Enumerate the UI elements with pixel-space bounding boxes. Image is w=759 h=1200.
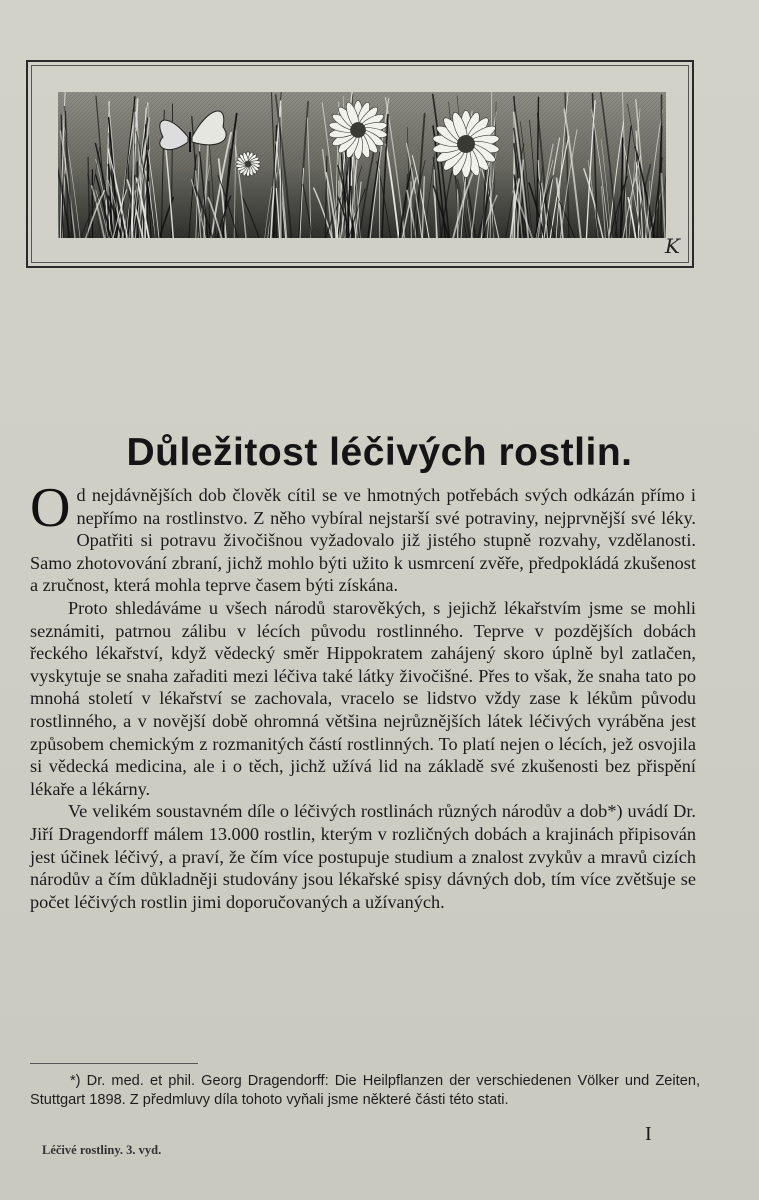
page-mark: I bbox=[645, 1123, 652, 1145]
signature-mark: Léčivé rostliny. 3. vyd. bbox=[42, 1143, 162, 1157]
paragraph bbox=[30, 477, 696, 597]
footnote: *) Dr. med. et phil. Georg Dragendorff: Die Heilpflanzen der verschiedenen Völker und Zeiten, Stuttgart 1898. Z předmluvy díla tohoto vyňali jsme některé části této stati. bbox=[30, 1073, 700, 1108]
body-text bbox=[30, 477, 696, 913]
artist-mark: K bbox=[665, 234, 680, 258]
daisy-icon bbox=[328, 101, 387, 160]
daisy-icon bbox=[235, 151, 260, 176]
meadow-engraving bbox=[58, 92, 666, 238]
paragraph: Ve velikém soustavném díle o léčivých rostlinách různých národův a dob*) uvádí Dr. Jiří Dragendorff málem 13.000 rostlin, kterým v rozličných dobách a krajinách připisován jest účinek léčivý, a praví, že čím více postupuje studium a znalost zvykův a mravů cizích národův a čím důkladněji studovány jsou lékařské spisy dávných dob, tím více zvětšuje se počet léčivých rostlin jimi doporučovaných a užívaných. bbox=[30, 801, 696, 912]
footnote-rule bbox=[30, 1063, 198, 1064]
paragraph: Proto shledáváme u všech národů starověkých, s jejichž lékařstvím jsme se mohli seznámiti, patrnou zálibu v lécích původu rostlinného. Teprve v pozdějších dobách řeckého lékařství, když vědecký směr Hippokratem zahájený skoro úplně byl zatlačen, vyskytuje se snaha zařaditi mezi léčiva také látky živočišné. Přes to však, že snaha tato po mnohá století v lékařství se zachovala, vracelo se lidstvo vždy zase k lékům původu rostlinného, a v novější době ohromná většina nejrůznějších látek léčivých vyráběna jest způsobem chemickým z rozmanitých částí rostlinných. To platí nejen o lécích, jež osvojila si vědecká medicina, ale i o těch, jichž užívá lid na základě své zkušenosti bez přispění lékaře a lékárny. bbox=[30, 597, 696, 799]
butterfly-icon bbox=[160, 111, 226, 152]
paragraph-text: d nejdávnějších dob člověk cítil se ve hmotných potřebách svých odkázán přímo i nepřímo na rostlinstvo. Z něho vybíral nejstarší své potraviny, nejprvnější své léky. Opatřiti si potravu živočišnou vyžadovalo již jistého stupně rozvahy, vzdělanosti. Samo zhotovování zbraní, jichž mohlo býti užito k usmrcení zvěře, předpokládá zkušenost a zručnost, která mohla teprve časem býti získána. bbox=[30, 485, 696, 596]
page-title: Důležitost léčivých rostlin. bbox=[126, 431, 633, 475]
header-illustration-frame bbox=[26, 60, 694, 268]
daisy-icon bbox=[432, 110, 500, 177]
drop-cap: O bbox=[30, 477, 71, 539]
